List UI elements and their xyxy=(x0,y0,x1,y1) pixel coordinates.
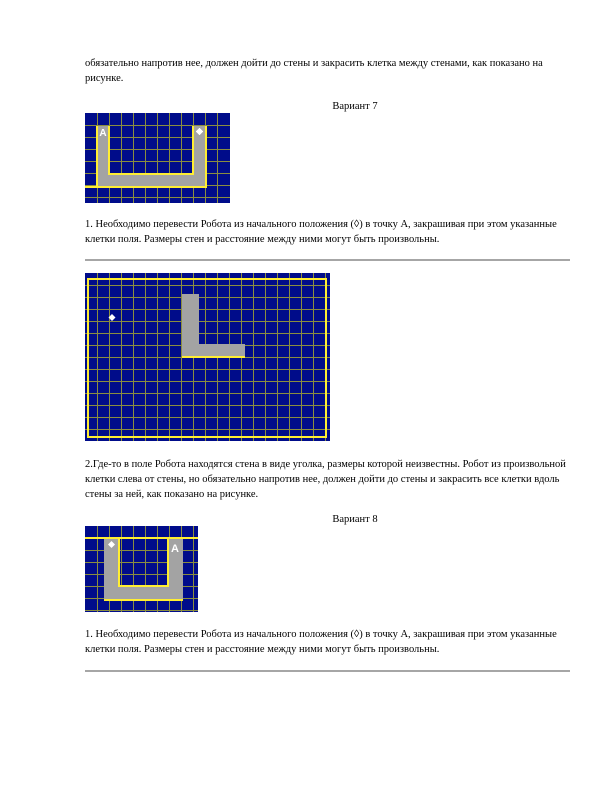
target-point-a: A xyxy=(99,128,107,139)
target-point-a: A xyxy=(171,543,179,555)
robot-field-variant7-task2 xyxy=(85,273,330,441)
intro-paragraph: обязательно напротив нее, должен дойти до стены и закрасить клетка между стенами, как показано на рисунке. xyxy=(85,58,543,84)
variant-8-heading: Вариант 8 xyxy=(332,514,378,525)
horizontal-rule xyxy=(85,259,570,261)
horizontal-rule xyxy=(85,670,570,672)
variant-8-task-1-text: 1. Необходимо перевести Робота из начального положения (◊) в точку А, закрашивая при этом указанные клетки поля. Размеры стен и расстояние между ними могут быть произвольны. xyxy=(85,629,557,655)
robot-field-variant7-task1 xyxy=(85,113,230,203)
variant-7-heading: Вариант 7 xyxy=(332,101,378,112)
robot-field-variant8-task1 xyxy=(85,526,198,612)
variant-7-task-2-text: 2.Где-то в поле Робота находятся стена в виде уголка, размеры которой неизвестны. Робот из произвольной клетки слева от стены, но обязательно напротив нее, должен дойти до стены и закрасить все клетки вдоль стены за ней, как показано на рисунке. xyxy=(85,459,566,500)
variant-7-task-1-text: 1. Необходимо перевести Робота из начального положения (◊) в точку А, закрашивая при этом указанные клетки поля. Размеры стен и расстояние между ними могут быть произвольны. xyxy=(85,219,557,245)
